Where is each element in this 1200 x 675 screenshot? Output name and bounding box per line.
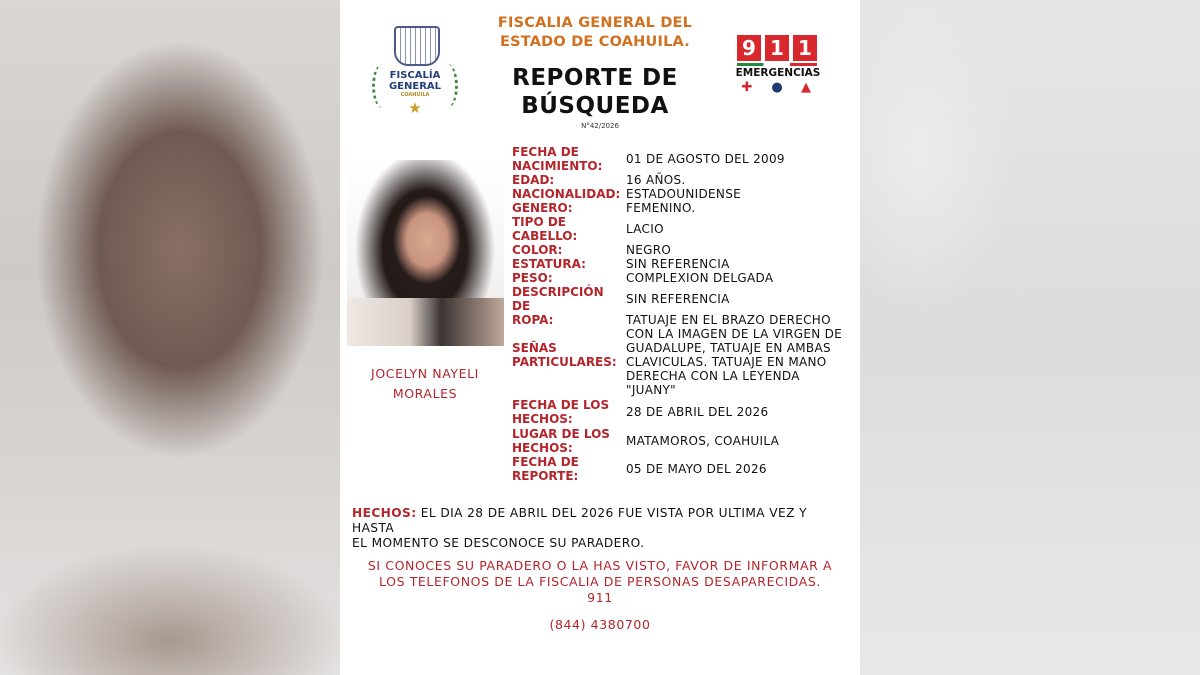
person-photo — [347, 160, 504, 346]
event-date-label — [512, 398, 620, 426]
blurred-background-right — [860, 0, 1200, 675]
cta-line2: LOS TELEFONOS DE LA FISCALIA DE PERSONAS DESAPARECIDAS. — [379, 574, 821, 589]
digit-9: 9 — [737, 35, 761, 61]
marks-value-line4: CLAVICULAS. TATUAJE EN MANO — [626, 355, 827, 369]
weight-value: COMPLEXION DELGADA — [626, 271, 774, 285]
report-number: N°42/2026 — [581, 122, 619, 130]
hechos-paragraph — [352, 506, 848, 551]
age-label: EDAD: — [512, 173, 555, 187]
event-date-label-line2: HECHOS: — [512, 412, 573, 426]
person-name — [350, 364, 500, 404]
report-date-label-line1: FECHA DE — [512, 455, 579, 469]
marks-value — [626, 313, 846, 397]
organization-line1: FISCALIA GENERAL DEL — [497, 15, 693, 31]
hechos-text-line1: EL DIA 28 DE ABRIL DEL 2026 FUE VISTA POR ULTIMA VEZ Y HASTA — [352, 506, 807, 535]
star-icon: ★ — [408, 99, 422, 117]
firefighter-helmet-icon: ▲ — [801, 80, 811, 95]
event-place-label-line1: LUGAR DE LOS — [512, 427, 610, 441]
marks-value-line5: DERECHA CON LA LEYENDA — [626, 369, 800, 383]
hechos-label: HECHOS: — [352, 506, 417, 520]
birth-value: 01 DE AGOSTO DEL 2009 — [626, 152, 785, 166]
call-to-action — [348, 558, 852, 606]
emergencias-label: EMERGENCIAS — [735, 67, 821, 79]
digit-1: 1 — [765, 35, 789, 61]
marks-value-line6: "JUANY" — [626, 383, 676, 397]
age-value: 16 AÑOS. — [626, 173, 686, 187]
logo-subtitle: COAHUILA — [400, 92, 430, 98]
contact-phone: (844) 4380700 — [549, 617, 651, 632]
marks-value-line2: CON LA IMAGEN DE LA VIRGEN DE — [626, 327, 843, 341]
cta-line1: SI CONOCES SU PARADERO O LA HAS VISTO, FAVOR DE INFORMAR A — [367, 558, 833, 573]
weight-label: PESO: — [512, 271, 553, 285]
gender-label: GENERO: — [512, 201, 573, 215]
flag-stripe — [737, 63, 817, 66]
hair-type-label-line2: CABELLO: — [512, 229, 578, 243]
title-line1: REPORTE DE — [512, 65, 678, 91]
hair-type-value: LACIO — [626, 222, 664, 236]
hair-type-label-line1: TIPO DE — [512, 215, 566, 229]
hair-type-label — [512, 215, 620, 243]
marks-label-line1: SEÑAS — [512, 341, 557, 355]
event-date-value: 28 DE ABRIL DEL 2026 — [626, 405, 769, 419]
marks-label-line2: PARTICULARES: — [512, 355, 617, 369]
marks-value-line1: TATUAJE EN EL BRAZO DERECHO — [626, 313, 831, 327]
missing-person-poster — [340, 0, 860, 675]
color-label: COLOR: — [512, 243, 563, 257]
report-date-label — [512, 455, 620, 483]
hechos-text-line2: EL MOMENTO SE DESCONOCE SU PARADERO. — [352, 536, 645, 550]
birth-label-line2: NACIMIENTO: — [512, 159, 603, 173]
clothing-label — [512, 285, 620, 327]
clothing-value: SIN REFERENCIA — [626, 292, 730, 306]
person-name-line1: JOCELYN NAYELI — [371, 366, 479, 381]
marks-value-line3: GUADALUPE, TATUAJE EN AMBAS — [626, 341, 831, 355]
marks-label — [512, 341, 620, 369]
height-value: SIN REFERENCIA — [626, 257, 730, 271]
birth-label-line1: FECHA DE — [512, 145, 579, 159]
report-date-label-line2: REPORTE: — [512, 469, 579, 483]
height-label: ESTATURA: — [512, 257, 586, 271]
person-name-line2: MORALES — [392, 386, 458, 401]
cta-emergency-number: 911 — [587, 590, 613, 605]
event-place-label — [512, 427, 620, 455]
page-title — [490, 64, 700, 120]
clothing-label-line2: ROPA: — [512, 313, 554, 327]
nationality-value: ESTADOUNIDENSE — [626, 187, 741, 201]
digit-1-second: 1 — [793, 35, 817, 61]
color-value: NEGRO — [626, 243, 672, 257]
event-date-label-line1: FECHA DE LOS — [512, 398, 610, 412]
emergency-911-logo — [735, 35, 825, 97]
logo-name-line2: GENERAL — [388, 81, 442, 92]
medical-cross-icon: ✚ — [741, 80, 753, 95]
event-place-label-line2: HECHOS: — [512, 441, 573, 455]
organization-name — [480, 14, 710, 52]
organization-line2: ESTADO DE COAHUILA. — [500, 34, 690, 50]
fiscalia-general-logo — [370, 26, 460, 118]
title-line2: BÚSQUEDA — [521, 93, 669, 119]
photo-shoulder — [347, 298, 504, 346]
event-place-value: MATAMOROS, COAHUILA — [626, 434, 780, 448]
logo-name-line1: FISCALÍA — [389, 70, 441, 81]
blurred-background-left — [0, 0, 340, 675]
nationality-label: NACIONALIDAD: — [512, 187, 621, 201]
birth-label — [512, 145, 620, 173]
coat-of-arms-icon — [394, 26, 440, 66]
gender-value: FEMENINO. — [626, 201, 696, 215]
report-date-value: 05 DE MAYO DEL 2026 — [626, 462, 767, 476]
clothing-label-line1: DESCRIPCIÓN DE — [512, 285, 604, 313]
police-cap-icon: ● — [771, 80, 783, 95]
